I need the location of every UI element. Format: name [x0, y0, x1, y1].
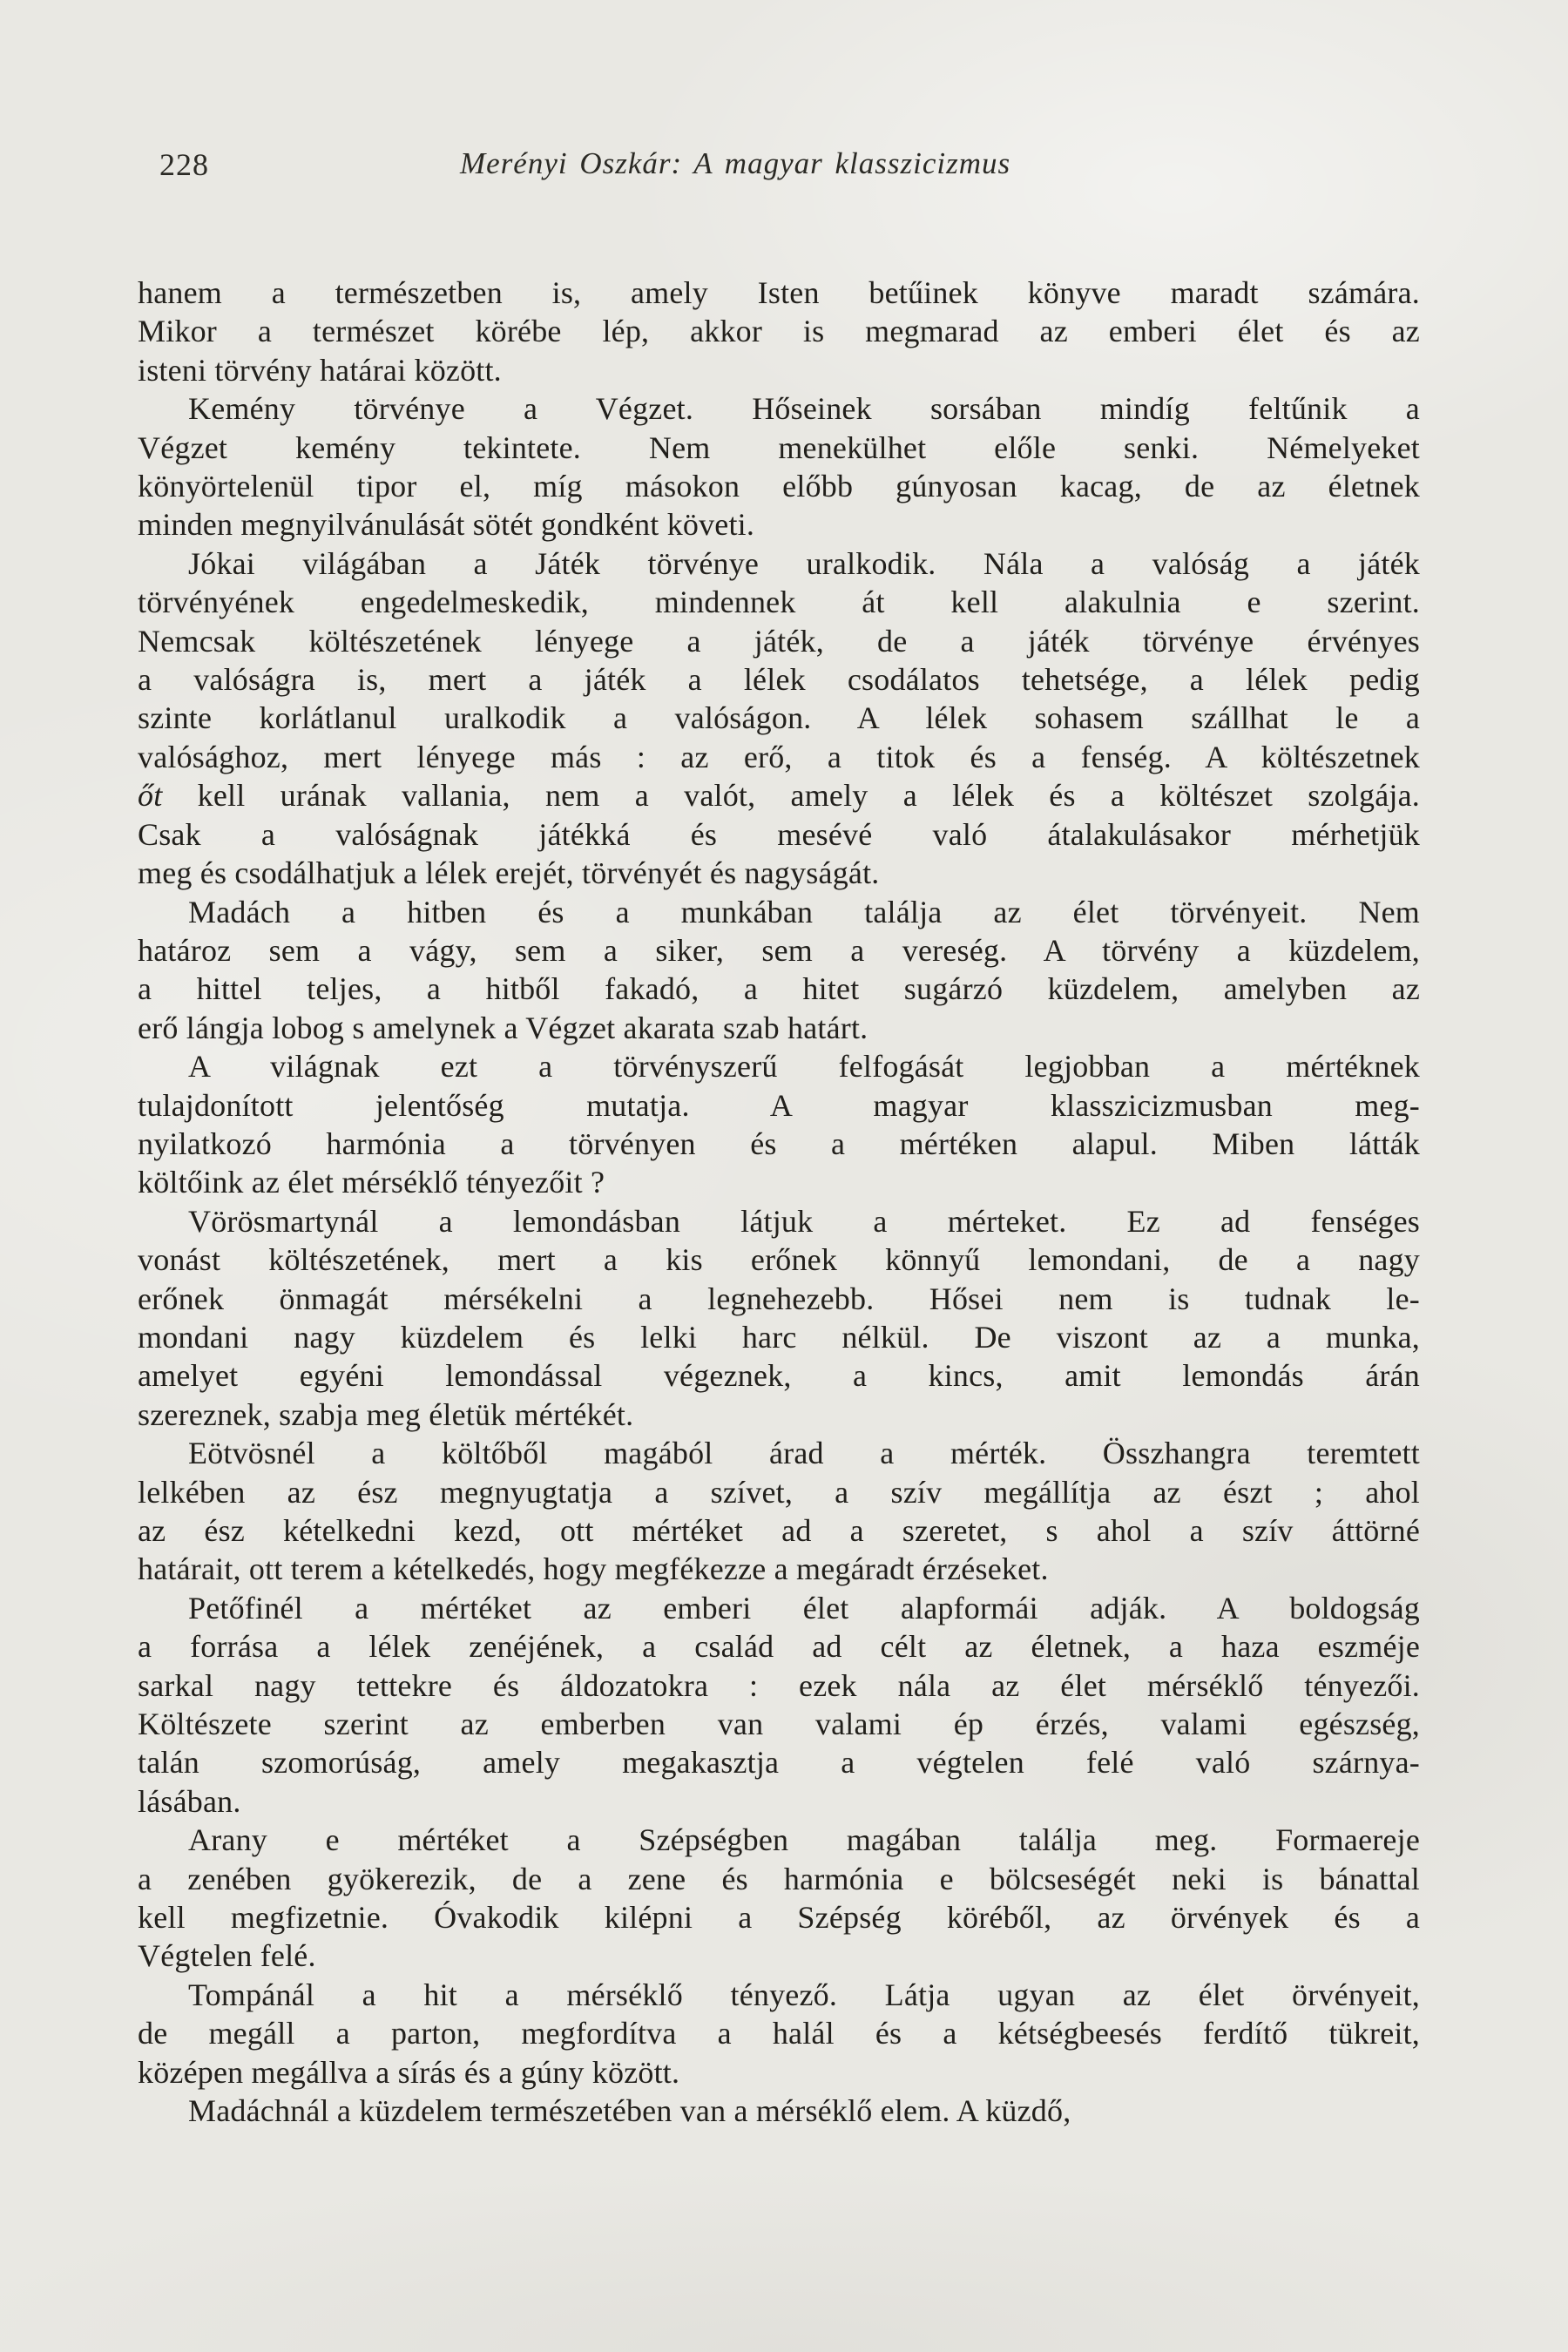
paragraph	[138, 274, 1420, 389]
paragraph	[138, 1976, 1420, 2092]
text-line: amelyet egyéni lemondással végeznek, a kincs, amit lemondás árán	[138, 1358, 1420, 1394]
text-line: a valóságra is, mert a játék a lélek csodálatos tehetsége, a lélek pedig	[138, 662, 1420, 698]
paragraph	[138, 893, 1420, 1048]
text-line: középen megállva a sírás és a gúny között.	[138, 2054, 680, 2090]
text-line: tulajdonított jelentőség mutatja. A magyar klasszicizmusban meg-	[138, 1087, 1420, 1123]
text-line: minden megnyilvánulását sötét gondként követi.	[138, 507, 755, 543]
text-line: talán szomorúság, amely megakasztja a végtelen felé való szárnya-	[138, 1745, 1420, 1781]
text-line: vonást költészetének, mert a kis erőnek könnyű lemondani, de a nagy	[138, 1242, 1420, 1278]
text-line: Nemcsak költészetének lényege a játék, de a játék törvénye érvényes	[138, 623, 1420, 659]
paragraph	[138, 544, 1420, 893]
text-line: Madáchnál a küzdelem természetében van a mérséklő elem. A küzdő,	[188, 2093, 1071, 2129]
text-line: az ész kételkedni kezd, ott mértéket ad a szeretet, s ahol a szív áttörné	[138, 1513, 1420, 1548]
paragraph	[138, 389, 1420, 544]
paragraph	[138, 1821, 1420, 1976]
text-line: lásában.	[138, 1783, 241, 1819]
text-line: Petőfinél a mértéket az emberi élet alapformái adják. A boldogság	[188, 1590, 1420, 1625]
text-line: Tompánál a hit a mérséklő tényező. Látja ugyan az élet örvényeit,	[188, 1977, 1420, 2012]
text-line: Csak a valóságnak játékká és mesévé való átalakulásakor mérhetjük	[138, 816, 1420, 852]
text-line: a zenében gyökerezik, de a zene és harmónia e bölcseségét neki is bánattal	[138, 1861, 1420, 1896]
text-line: erő lángja lobog s amelynek a Végzet akarata szab határt.	[138, 1010, 868, 1045]
text-line: de megáll a parton, megfordítva a halál és a kétségbeesés ferdítő tükreit,	[138, 2016, 1420, 2051]
text-line: isteni törvény határai között.	[138, 352, 502, 388]
text-line: határoz sem a vágy, sem a siker, sem a vereség. A törvény a küzdelem,	[138, 932, 1420, 968]
text-line: Madách a hitben és a munkában találja az élet törvényeit. Nem	[188, 894, 1420, 929]
text-line: Kemény törvénye a Végzet. Hőseinek sorsában mindíg feltűnik a	[188, 391, 1420, 427]
text-line: meg és csodálhatjuk a lélek erejét, törvényét és nagyságát.	[138, 855, 880, 891]
text-line: Végtelen felé.	[138, 1938, 316, 1974]
text-line: határait, ott terem a kételkedés, hogy megfékezze a megáradt érzéseket.	[138, 1551, 1049, 1587]
page-header	[0, 146, 1568, 190]
text-line: Mikor a természet körébe lép, akkor is megmarad az emberi élet és az	[138, 314, 1420, 349]
text-line: törvényének engedelmeskedik, mindennek át kell alakulnia e szerint.	[138, 585, 1420, 620]
text-line: sarkal nagy tettekre és áldozatokra : ezek nála az élet mérséklő tényezői.	[138, 1667, 1420, 1703]
body-text	[138, 274, 1420, 2131]
paragraph	[138, 1589, 1420, 1821]
paragraph	[138, 1047, 1420, 1202]
text-line: Jókai világában a Játék törvénye uralkodik. Nála a valóság a játék	[188, 545, 1420, 581]
paragraph	[138, 1202, 1420, 1434]
paragraph	[138, 2092, 1420, 2130]
text-line: szinte korlátlanul uralkodik a valóságon. A lélek sohasem szállhat le a	[138, 700, 1420, 736]
text-line: Költészete szerint az emberben van valami ép érzés, valami egészség,	[138, 1707, 1420, 1742]
text-line: Eötvösnél a költőből magából árad a mérték. Összhangra teremtett	[188, 1436, 1420, 1471]
text-line: őt kell urának vallania, nem a valót, amely a lélek és a költészet szolgája.	[138, 778, 1420, 814]
text-line: költőink az élet mérséklő tényezőit ?	[138, 1165, 605, 1200]
text-line: valósághoz, mert lényege más : az erő, a titok és a fenség. A költészetnek	[138, 739, 1420, 774]
text-line: szereznek, szabja meg életük mértékét.	[138, 1396, 634, 1432]
text-line: a hittel teljes, a hitből fakadó, a hitet sugárzó küzdelem, amelyben az	[138, 971, 1420, 1007]
text-line: Végzet kemény tekintete. Nem menekülhet előle senki. Némelyeket	[138, 429, 1420, 465]
text-line: nyilatkozó harmónia a törvényen és a mértéken alapul. Miben látták	[138, 1125, 1420, 1161]
paragraph	[138, 1434, 1420, 1589]
text-line: hanem a természetben is, amely Isten betűinek könyve maradt számára.	[138, 275, 1420, 310]
page-number: 228	[159, 147, 209, 182]
text-line: A világnak ezt a törvényszerű felfogását legjobban a mértéknek	[188, 1049, 1420, 1085]
text-line: a forrása a lélek zenéjének, a család ad célt az életnek, a haza eszméje	[138, 1629, 1420, 1665]
text-line: Vörösmartynál a lemondásban látjuk a mérteket. Ez ad fenséges	[188, 1203, 1420, 1239]
text-line: mondani nagy küzdelem és lelki harc nélkül. De viszont az a munka,	[138, 1319, 1420, 1355]
text-line: könyörtelenül tipor el, míg másokon előbb gúnyosan kacag, de az életnek	[138, 469, 1420, 504]
text-line: lelkében az ész megnyugtatja a szívet, a szív megállítja az észt ; ahol	[138, 1474, 1420, 1510]
text-line: erőnek önmagát mérsékelni a legnehezebb. Hősei nem is tudnak le-	[138, 1281, 1420, 1316]
text-line: kell megfizetnie. Óvakodik kilépni a Szépség köréből, az örvények és a	[138, 1900, 1420, 1936]
running-title: Merényi Oszkár: A magyar klasszicizmus	[460, 146, 1011, 180]
text-line: Arany e mértéket a Szépségben magában találja meg. Formaereje	[188, 1822, 1420, 1858]
